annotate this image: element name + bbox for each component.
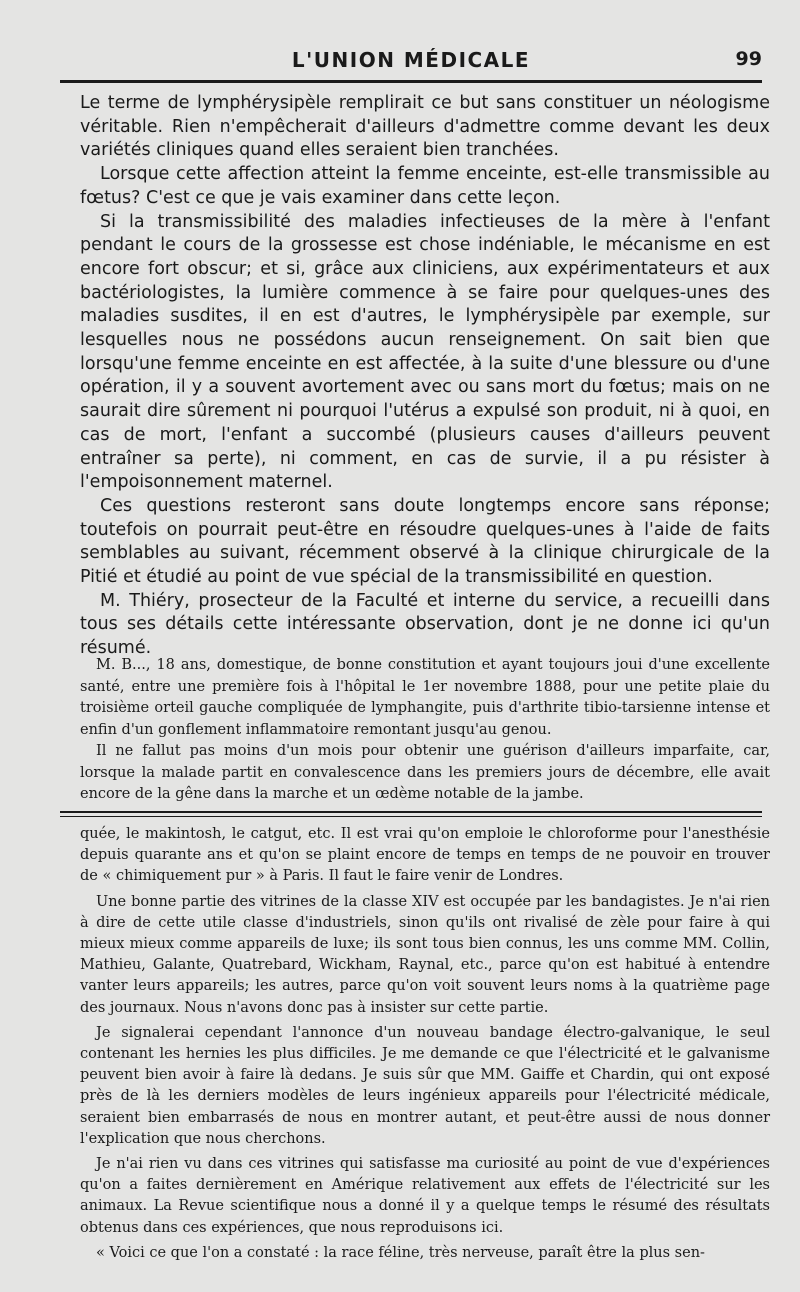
main-paragraph: M. Thiéry, prosecteur de la Faculté et interne du service, a recueilli dans tous ses détails cette intéressante observation, dont je ne donne ici qu'un résumé. <box>80 590 770 659</box>
page-number: 99 <box>735 48 762 70</box>
feuilleton-paragraph: Une bonne partie des vitrines de la classe XIV est occupée par les bandagistes. Je n'ai rien à dire de cette utile classe d'industriels, sinon qu'ils ont rivalisé de zèle pour faire à qui mieux mieux comme appareils de luxe; ils sont tous bien connus, les uns comme MM. Collin, Mathieu, Galante, Quatrebard, Wickham, Raynal, etc., parce qu'on est habitué à entendre vanter leurs appareils; les autres, parce qu'on voit souvent leurs noms à la quatrième page des journaux. Nous n'avons donc pas à insister sur cette partie. <box>80 893 770 1016</box>
feuilleton-paragraph: Je signalerai cependant l'annonce d'un nouveau bandage électro-galvanique, le seul contenant les hernies les plus difficiles. Je me demande ce que l'électricité et le galvanisme peuvent bien avoir à faire là dedans. Je suis sûr que MM. Gaiffe et Chardin, qui ont exposé près de là les derniers modèles de leurs ingénieux appareils pour l'électricité médicale, seraient bien embarrasés de nous en montrer autant, et peut-être aussi de nous donner l'explication que nous cherchons. <box>80 1024 770 1147</box>
observation-paragraph: Il ne fallut pas moins d'un mois pour obtenir une guérison d'ailleurs imparfaite, car, lorsque la malade partit en convalescence dans les premiers jours de décembre, elle avait encore de la gêne dans la marche et un œdème notable de la jambe. <box>80 743 770 802</box>
running-title: L'UNION MÉDICALE <box>291 48 531 72</box>
main-paragraph: Lorsque cette affection atteint la femme enceinte, est-elle transmissible au fœtus? C'est ce que je vais examiner dans cette leçon. <box>80 164 770 208</box>
page-header <box>60 40 762 80</box>
case-observation <box>80 655 770 806</box>
observation-paragraph: M. B..., 18 ans, domestique, de bonne constitution et ayant toujours joui d'une excellente santé, entre une première fois à l'hôpital le 1er novembre 1888, pour une petite plaie du troisième orteil gauche compliquée de lymphangite, puis d'arthrite tibio-tarsienne intense et enfin d'un gonflement inflammatoire remontant jusqu'au genou. <box>80 657 770 738</box>
main-paragraph: Si la transmissibilité des maladies infectieuses de la mère à l'enfant pendant le cours de la grossesse est chose indéniable, le mécanisme en est encore fort obscur; et si, grâce aux cliniciens, aux expérimentateurs et aux bactériologistes, la lumière commence à se faire pour quelques-unes des maladies susdites, il en est d'autres, le lymphérysipèle par exemple, sur lesquelles nous ne possédons aucun renseignement. On sait bien que lorsqu'une femme enceinte en est affectée, à la suite d'une blessure ou d'une opération, il y a souvent avortement avec ou sans mort du fœtus; mais on ne saurait dire sûrement ni pourquoi l'utérus a expulsé son produit, ni à quoi, en cas de mort, l'enfant a succombé (plusieurs causes d'ailleurs peuvent entraîner sa perte), ni comment, en cas de survie, il a pu résister à l'empoisonnement maternel. <box>80 211 770 493</box>
feuilleton-paragraph: Je n'ai rien vu dans ces vitrines qui satisfasse ma curiosité au point de vue d'expériences qu'on a faites dernièrement en Amérique relativement aux effets de l'électricité sur les animaux. La Revue scientifique nous a donné il y a quelque temps le résumé des résultats obtenus dans ces expériences, que nous reproduisons ici. <box>80 1156 770 1236</box>
feuilleton-divider-thin <box>60 816 762 817</box>
feuilleton-section <box>80 824 770 1268</box>
feuilleton-divider <box>60 811 762 813</box>
main-paragraph: Ces questions resteront sans doute longtemps encore sans réponse; toutefois on pourrait peut-être en résoudre quelques-unes à l'aide de faits semblables au suivant, récemment observé à la clinique chirurgicale de la Pitié et étudié au point de vue spécial de la transmissibilité en question. <box>80 495 770 588</box>
feuilleton-paragraph: « Voici ce que l'on a constaté : la race féline, très nerveuse, paraît être la plus sen- <box>96 1244 705 1261</box>
main-paragraph: Le terme de lymphérysipèle remplirait ce but sans constituer un néologisme véritable. Rien n'empêcherait d'ailleurs d'admettre comme devant les deux variétés cliniques quand elles seraient bien tranchées. <box>80 93 770 161</box>
header-rule <box>60 80 762 83</box>
main-text <box>80 92 770 661</box>
feuilleton-paragraph: quée, le makintosh, le catgut, etc. Il est vrai qu'on emploie le chloroforme pour l'anesthésie depuis quarante ans et qu'on se plaint encore de temps en temps de ne pouvoir en trouver de « chimiquement pur » à Paris. Il faut le faire venir de Londres. <box>80 826 770 885</box>
